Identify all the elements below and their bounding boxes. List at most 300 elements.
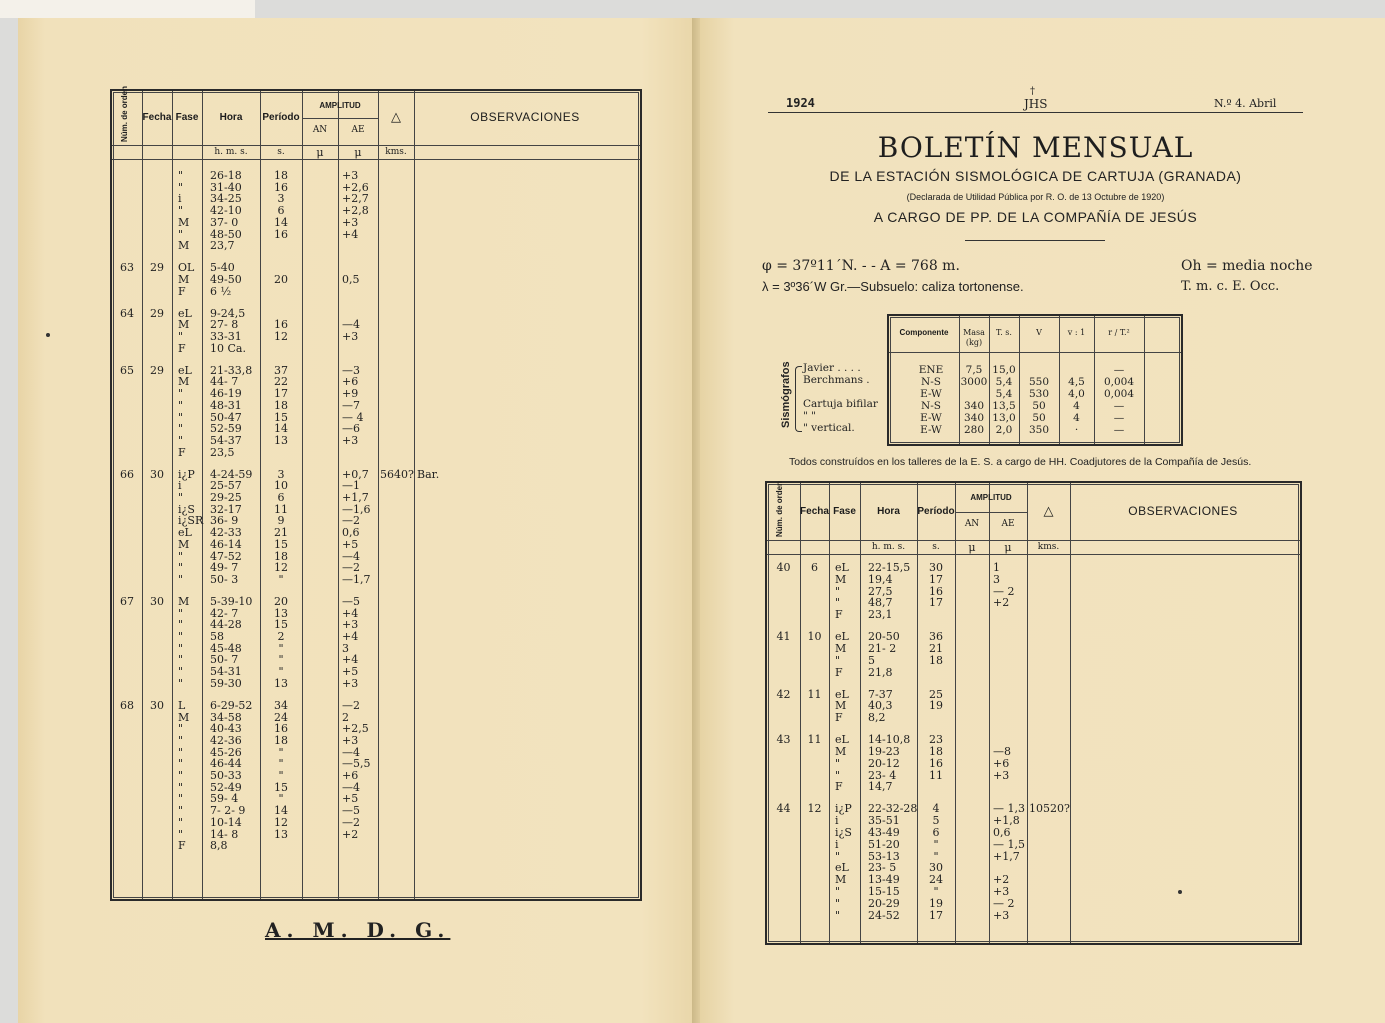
- cell-periodo: ": [278, 745, 284, 759]
- cell-fecha: 29: [150, 261, 164, 275]
- cell-hora: 42-33: [210, 526, 242, 540]
- cell-ae: —4: [342, 549, 360, 563]
- table-row: [112, 388, 640, 400]
- cell-hora: 14-10,8: [868, 733, 911, 747]
- bulletin-charge: A CARGO DE PP. DE LA COMPAÑÍA DE JESÚS: [873, 209, 1198, 225]
- table-row: [112, 365, 640, 377]
- table-row: [112, 412, 640, 424]
- cell-fase: ": [178, 618, 184, 632]
- cell-periodo: 21: [929, 642, 943, 655]
- cell-hora: 49- 7: [210, 561, 239, 575]
- unit-hora: h. m. s.: [871, 542, 906, 552]
- cell-ae: +6: [342, 769, 359, 782]
- table-row: [767, 597, 1300, 609]
- cell-hora: 23- 4: [868, 768, 897, 782]
- cell-fase: F: [835, 608, 843, 622]
- cell-num: 41: [776, 630, 791, 644]
- cell-periodo: ": [933, 885, 939, 898]
- cell-hora: 21-33,8: [210, 363, 253, 377]
- unit-dist: kms.: [385, 147, 407, 157]
- cell-fase: ": [178, 722, 184, 736]
- cell-hora: 10-14: [210, 815, 242, 829]
- cell-periodo: 12: [274, 815, 288, 829]
- cell-ae: —8: [993, 745, 1011, 758]
- bulletin-declared: (Declarada de Utilidad Pública por R. O. de 13 Octubre de 1920): [906, 192, 1165, 202]
- cell-periodo: 16: [929, 756, 943, 770]
- cell-periodo: 6: [277, 491, 285, 504]
- cell-hora: 4-24-59: [210, 467, 253, 481]
- cell-ae: +3: [993, 768, 1010, 782]
- cell-periodo: ": [278, 653, 284, 667]
- cell-fase: ": [835, 849, 841, 863]
- inst-r: —: [1113, 424, 1125, 436]
- cell-periodo: 12: [274, 561, 288, 575]
- instruments-note: Todos construídos en los talleres de la E. S. a cargo de HH. Coadjutores de la Compañía de Jesús.: [789, 456, 1252, 468]
- cell-fase: eL: [178, 363, 192, 377]
- table-row: [112, 319, 640, 331]
- table-row: [112, 631, 640, 643]
- cell-periodo: 2: [277, 630, 285, 643]
- table-row: [112, 574, 640, 586]
- table-row: [767, 746, 1300, 758]
- cell-fase: M: [178, 318, 190, 332]
- cell-fase: M: [178, 272, 190, 286]
- cell-ae: +0,7: [342, 467, 369, 481]
- cell-hora: 19,4: [868, 572, 893, 586]
- table-row: [112, 447, 640, 459]
- cell-fase: eL: [835, 561, 849, 574]
- cell-ae: 2: [342, 710, 349, 724]
- cell-periodo: 37: [274, 363, 288, 377]
- cell-hora: 50-33: [210, 769, 242, 782]
- table-row: [112, 229, 640, 241]
- header-an: AN: [964, 519, 980, 530]
- cell-fase: ": [178, 180, 184, 194]
- table-row: [112, 480, 640, 492]
- table-row: [112, 262, 640, 274]
- cell-hora: 23,1: [868, 608, 893, 622]
- table-row: [112, 308, 640, 320]
- cell-ae: — 1,5: [993, 837, 1025, 851]
- header-observaciones: OBSERVACIONES: [470, 110, 580, 124]
- table-row: [767, 586, 1300, 598]
- table-row: [767, 562, 1300, 574]
- cell-periodo: 17: [929, 596, 943, 610]
- cell-hora: 8,2: [868, 711, 886, 725]
- table-row: [112, 747, 640, 759]
- cell-fecha: 10: [807, 630, 822, 644]
- cell-dist: 10520?: [1029, 802, 1070, 816]
- cell-num: 44: [776, 802, 791, 816]
- cell-fase: ": [178, 410, 184, 424]
- cell-hora: 50-47: [210, 410, 242, 424]
- cell-ae: 0,6: [342, 526, 360, 540]
- table-row: [112, 217, 640, 229]
- cell-fase: i: [178, 479, 182, 493]
- seismographs-side-label: Sismógrafos: [780, 361, 792, 428]
- cell-periodo: 12: [274, 330, 288, 343]
- cell-hora: 54-31: [210, 665, 242, 679]
- cell-fase: M: [835, 699, 847, 713]
- cell-ae: +2,7: [342, 192, 369, 206]
- units-rule: [112, 159, 640, 160]
- cell-ae: +3: [342, 433, 359, 447]
- cell-hora: 34-58: [210, 710, 242, 724]
- table-row: [767, 667, 1300, 679]
- cell-fecha: 6: [811, 561, 818, 574]
- cell-periodo: 19: [929, 699, 943, 713]
- table-row: [767, 689, 1300, 701]
- cell-periodo: 16: [274, 318, 288, 332]
- cell-ae: —2: [342, 561, 360, 575]
- cell-hora: 22-15,5: [868, 561, 911, 574]
- cell-fase: ": [178, 330, 184, 343]
- header-rule: [767, 540, 1300, 541]
- cell-fase: M: [178, 710, 190, 724]
- cell-fase: i: [835, 814, 839, 828]
- cell-periodo: 36: [929, 630, 943, 644]
- cell-ae: +5: [342, 792, 359, 806]
- cell-fase: F: [835, 665, 843, 679]
- cell-hora: 9-24,5: [210, 306, 246, 320]
- cell-ae: — 2: [993, 584, 1015, 598]
- cell-ae: —1: [342, 479, 360, 493]
- cell-hora: 20-29: [868, 896, 900, 910]
- cell-fase: ": [178, 757, 184, 771]
- table-row: [767, 886, 1300, 898]
- cell-fase: ": [178, 630, 184, 643]
- table-row: [112, 619, 640, 631]
- header-fecha: Fecha: [142, 112, 172, 123]
- cell-hora: 50- 7: [210, 653, 239, 667]
- cell-hora: 14,7: [868, 780, 893, 794]
- cell-hora: 33-31: [210, 330, 242, 343]
- cell-fase: F: [178, 284, 186, 298]
- cell-hora: 15-15: [868, 885, 900, 898]
- table-row: [112, 793, 640, 805]
- inst-header-componente: Componente: [899, 328, 949, 337]
- inst-comp: E-W: [920, 424, 942, 436]
- cell-fase: i¿P: [835, 802, 852, 816]
- cell-ae: —5,5: [342, 757, 371, 771]
- cell-periodo: 16: [274, 227, 288, 241]
- cell-ae: +3: [342, 169, 359, 182]
- cell-periodo: 18: [274, 398, 288, 412]
- cell-hora: 42-10: [210, 204, 242, 218]
- header-hora: Hora: [219, 112, 243, 123]
- cell-hora: 34-25: [210, 192, 242, 206]
- cell-fecha: 30: [150, 698, 164, 712]
- inst-v: 550: [1028, 376, 1050, 388]
- cell-periodo: ": [278, 769, 284, 782]
- cell-fase: ": [835, 885, 841, 898]
- table-row: [112, 527, 640, 539]
- cell-periodo: 23: [929, 733, 943, 747]
- cell-fase: i: [178, 192, 182, 206]
- table-row: [112, 193, 640, 205]
- cell-hora: 23,7: [210, 239, 235, 253]
- cell-periodo: 14: [274, 804, 288, 818]
- inst-r: 0,004: [1103, 388, 1135, 400]
- cell-fase: M: [178, 594, 190, 608]
- unit-ae: μ: [354, 146, 362, 159]
- cell-ae: 3: [993, 572, 1000, 586]
- unit-hora: h. m. s.: [214, 147, 248, 157]
- cell-fase: ": [178, 745, 184, 759]
- cell-fase: ": [178, 387, 184, 401]
- inst-v: 350: [1028, 424, 1050, 436]
- cell-periodo: 25: [929, 687, 943, 701]
- cell-periodo: 17: [274, 387, 288, 401]
- cell-periodo: 13: [274, 676, 288, 690]
- cell-periodo: 14: [274, 215, 288, 229]
- header-cross-icon: †: [1030, 86, 1035, 97]
- table-row: [767, 655, 1300, 667]
- cell-ae: +3: [342, 215, 359, 229]
- table-row: [767, 574, 1300, 586]
- charge-underline: [965, 240, 1105, 241]
- cell-num: 42: [776, 687, 791, 701]
- cell-hora: 22-32-28: [868, 802, 918, 816]
- table-row: [767, 712, 1300, 724]
- header-ae: AE: [351, 124, 365, 135]
- cell-num: 66: [120, 467, 134, 481]
- table-row: [112, 331, 640, 343]
- cell-fase: ": [835, 653, 841, 667]
- cell-periodo: ": [278, 757, 284, 771]
- cell-fase: ": [835, 596, 841, 610]
- cell-periodo: 11: [929, 768, 943, 782]
- header-jhs: JHS: [1024, 97, 1048, 111]
- cell-ae: — 1,3: [993, 802, 1025, 816]
- station-longitude: λ = 3º36´W Gr.—Subsuelo: caliza tortonense.: [762, 279, 1024, 294]
- cell-periodo: 18: [929, 653, 943, 667]
- cell-fecha: 30: [150, 594, 164, 608]
- instrument-name: Javier . . . .: [803, 362, 861, 374]
- cell-hora: 29-25: [210, 491, 242, 504]
- table-row: [112, 435, 640, 447]
- cell-hora: 8,8: [210, 839, 228, 853]
- inst-t: 13,0: [992, 412, 1016, 424]
- cell-hora: 49-50: [210, 272, 242, 286]
- cell-obs: Bar.: [417, 467, 440, 481]
- instrument-name: Berchmans .: [803, 374, 870, 386]
- cell-hora: 48-31: [210, 398, 242, 412]
- cell-ae: 0,5: [342, 272, 360, 286]
- table-row: [112, 770, 640, 782]
- cell-fase: M: [178, 239, 190, 253]
- instrument-name: " ": [803, 410, 816, 422]
- cell-hora: 21- 2: [868, 642, 897, 655]
- cell-hora: 51-20: [868, 837, 900, 851]
- cell-ae: —3: [342, 363, 360, 377]
- cell-periodo: 14: [274, 422, 288, 436]
- cell-ae: +2: [993, 596, 1010, 610]
- header-periodo: Período: [917, 505, 955, 517]
- cell-fase: ": [178, 665, 184, 679]
- cell-fase: M: [835, 745, 847, 758]
- cell-ae: +4: [342, 227, 359, 241]
- cell-hora: 58: [210, 630, 224, 643]
- cell-fase: ": [178, 827, 184, 841]
- cell-fase: i¿P: [178, 467, 195, 481]
- table-row: [767, 758, 1300, 770]
- cell-fecha: 30: [150, 467, 164, 481]
- cell-ae: +1,7: [993, 849, 1020, 863]
- cell-hora: 26-18: [210, 169, 242, 182]
- cell-hora: 20-50: [868, 630, 900, 644]
- cell-fase: eL: [178, 306, 192, 320]
- cell-ae: +2: [342, 827, 359, 841]
- table-row: [112, 539, 640, 551]
- inst-t: 5,4: [995, 388, 1013, 400]
- cell-periodo: ": [278, 641, 284, 655]
- table-row: [112, 712, 640, 724]
- cell-fase: ": [178, 780, 184, 794]
- cell-hora: 42- 7: [210, 606, 239, 620]
- header-num: Núm. de orden: [120, 85, 129, 142]
- cell-fase: F: [835, 711, 843, 725]
- inst-masa: 280: [963, 424, 985, 436]
- cell-periodo: 18: [274, 733, 288, 747]
- inst-comp: E-W: [920, 412, 942, 424]
- cell-fase: eL: [835, 687, 849, 701]
- cell-periodo: 9: [277, 514, 285, 528]
- table-row: [112, 643, 640, 655]
- cell-ae: +5: [342, 665, 359, 679]
- cell-periodo: 16: [274, 722, 288, 736]
- cell-hora: 13-49: [868, 873, 900, 887]
- unit-periodo: s.: [932, 542, 940, 552]
- seismographs-brace: [795, 366, 802, 432]
- cell-ae: +2,6: [342, 180, 369, 194]
- header-delta: △: [1043, 502, 1054, 518]
- cell-periodo: 34: [274, 698, 288, 712]
- cell-fase: ": [178, 561, 184, 575]
- cell-hora: 53-13: [868, 849, 900, 863]
- cell-fase: ": [835, 756, 841, 770]
- cell-hora: 43-49: [868, 826, 900, 839]
- table-row: [112, 735, 640, 747]
- table-row: [112, 782, 640, 794]
- cell-fase: M: [178, 537, 190, 551]
- header-hora: Hora: [877, 505, 900, 517]
- cell-hora: 5: [868, 653, 875, 667]
- cell-periodo: 15: [274, 410, 288, 424]
- cell-hora: 10 Ca.: [210, 341, 246, 355]
- cell-hora: 23,5: [210, 445, 235, 459]
- cell-hora: 31-40: [210, 180, 242, 194]
- page-mark: [46, 333, 50, 337]
- header-rule: [889, 352, 1181, 353]
- inst-comp: N-S: [921, 376, 941, 388]
- cell-periodo: 30: [929, 861, 943, 875]
- cell-periodo: 6: [932, 826, 940, 839]
- inst-v1: 4,0: [1068, 388, 1085, 400]
- inst-r: —: [1113, 364, 1125, 376]
- header-delta: △: [391, 109, 401, 124]
- inst-v: 50: [1032, 400, 1046, 412]
- cell-periodo: ": [933, 849, 939, 863]
- header-num: Núm. de orden: [775, 480, 784, 537]
- cell-hora: 48-50: [210, 227, 242, 241]
- table-row: [112, 840, 640, 852]
- cell-fase: ": [178, 491, 184, 504]
- cell-periodo: 11: [274, 502, 288, 516]
- table-row: [767, 839, 1300, 851]
- inst-header-v1: v : 1: [1067, 328, 1086, 337]
- cell-fecha: 29: [150, 306, 164, 320]
- cell-periodo: 15: [274, 537, 288, 551]
- cell-hora: 37- 0: [210, 215, 239, 229]
- amdg-footer: A. M. D. G.: [265, 918, 451, 942]
- cell-fase: ": [178, 653, 184, 667]
- cell-ae: —4: [342, 745, 360, 759]
- cell-ae: —5: [342, 594, 360, 608]
- table-row: [767, 643, 1300, 655]
- cell-ae: +4: [342, 606, 359, 620]
- table-row: [767, 910, 1300, 922]
- cell-periodo: 15: [274, 618, 288, 632]
- cell-ae: —2: [342, 815, 360, 829]
- inst-r: 0,004: [1103, 376, 1135, 388]
- station-latitude: φ = 37º11´N. - - A = 768 m.: [762, 258, 960, 274]
- cell-hora: 45-48: [210, 641, 242, 655]
- units-rule: [767, 554, 1300, 555]
- cell-periodo: 17: [929, 572, 943, 586]
- cell-num: 40: [776, 561, 791, 574]
- cell-periodo: 16: [274, 180, 288, 194]
- cell-num: 65: [120, 363, 134, 377]
- inst-v1: 4: [1073, 412, 1080, 424]
- amplitude-rule: [955, 512, 1027, 513]
- cell-periodo: 13: [274, 433, 288, 447]
- cell-hora: 46-14: [210, 537, 242, 551]
- cell-fase: i: [835, 837, 839, 851]
- cell-hora: 40,3: [868, 699, 893, 713]
- cell-periodo: 20: [274, 272, 288, 286]
- cell-fase: L: [178, 698, 186, 712]
- cell-hora: 44-28: [210, 618, 242, 632]
- cell-hora: 5-39-10: [210, 594, 253, 608]
- inst-header-r: r / T.²: [1108, 328, 1130, 337]
- cell-hora: 7- 2- 9: [210, 804, 246, 818]
- table-row: [112, 182, 640, 194]
- cell-fase: ": [178, 227, 184, 241]
- cell-fase: eL: [835, 733, 849, 747]
- table-row: [112, 723, 640, 735]
- header-an: AN: [312, 124, 328, 135]
- left-observation-table: [110, 85, 642, 901]
- cell-periodo: 30: [929, 561, 943, 574]
- table-row: [112, 376, 640, 388]
- table-row: [112, 608, 640, 620]
- cell-ae: —6: [342, 422, 360, 436]
- cell-ae: +1,7: [342, 491, 369, 504]
- cell-fase: ": [178, 815, 184, 829]
- instrument-name: Cartuja bifilar: [803, 398, 878, 410]
- inst-t: 5,4: [995, 376, 1013, 388]
- cell-periodo: ": [933, 837, 939, 851]
- header-observaciones: OBSERVACIONES: [1128, 503, 1238, 518]
- inst-masa: 3000: [960, 376, 988, 388]
- cell-periodo: 18: [274, 169, 288, 182]
- table-row: [112, 205, 640, 217]
- cell-ae: +3: [342, 733, 359, 747]
- inst-comp: E-W: [920, 388, 942, 400]
- inst-t: 2,0: [995, 424, 1013, 436]
- cell-periodo: 13: [274, 827, 288, 841]
